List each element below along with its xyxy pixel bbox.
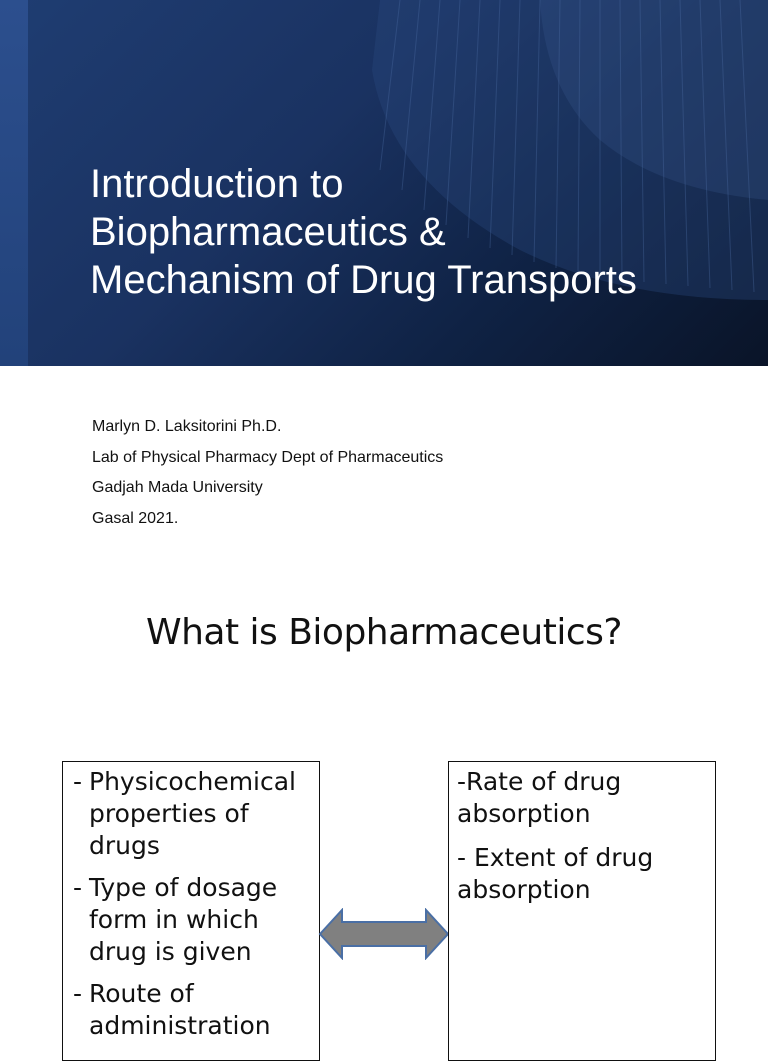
bullet-dash: - (73, 873, 83, 902)
factor-text: Type of dosage form in which drug is given (89, 873, 278, 966)
slide-2-title: What is Biopharmaceutics? (145, 612, 622, 653)
author-university: Gadjah Mada University (92, 479, 263, 496)
title-line: Biopharmaceutics & (90, 210, 446, 254)
factors-box (62, 761, 320, 1061)
author-lab: Lab of Physical Pharmacy Dept of Pharmaceutics (92, 448, 444, 466)
factor-item (73, 766, 315, 862)
author-semester: Gasal 2021. (92, 509, 179, 527)
title-banner (0, 0, 768, 366)
factor-text: Route of administration (89, 979, 271, 1040)
factor-item (73, 872, 315, 968)
title-line: Mechanism of Drug Transports (90, 258, 637, 302)
bullet-dash: - (73, 979, 83, 1008)
absorption-item: - Extent of drug absorption (457, 843, 654, 904)
factor-item (73, 978, 315, 1042)
absorption-box (448, 761, 716, 1061)
bullet-dash: - (73, 767, 83, 796)
author-info (92, 412, 712, 534)
title-line: Introduction to (90, 162, 344, 206)
author-name: Marlyn D. Laksitorini Ph.D. (92, 418, 282, 435)
factor-text: Physicochemical properties of drugs (89, 767, 297, 860)
absorption-item: -Rate of drug absorption (457, 767, 622, 828)
double-arrow-icon (318, 908, 450, 960)
presentation-title (90, 160, 750, 304)
